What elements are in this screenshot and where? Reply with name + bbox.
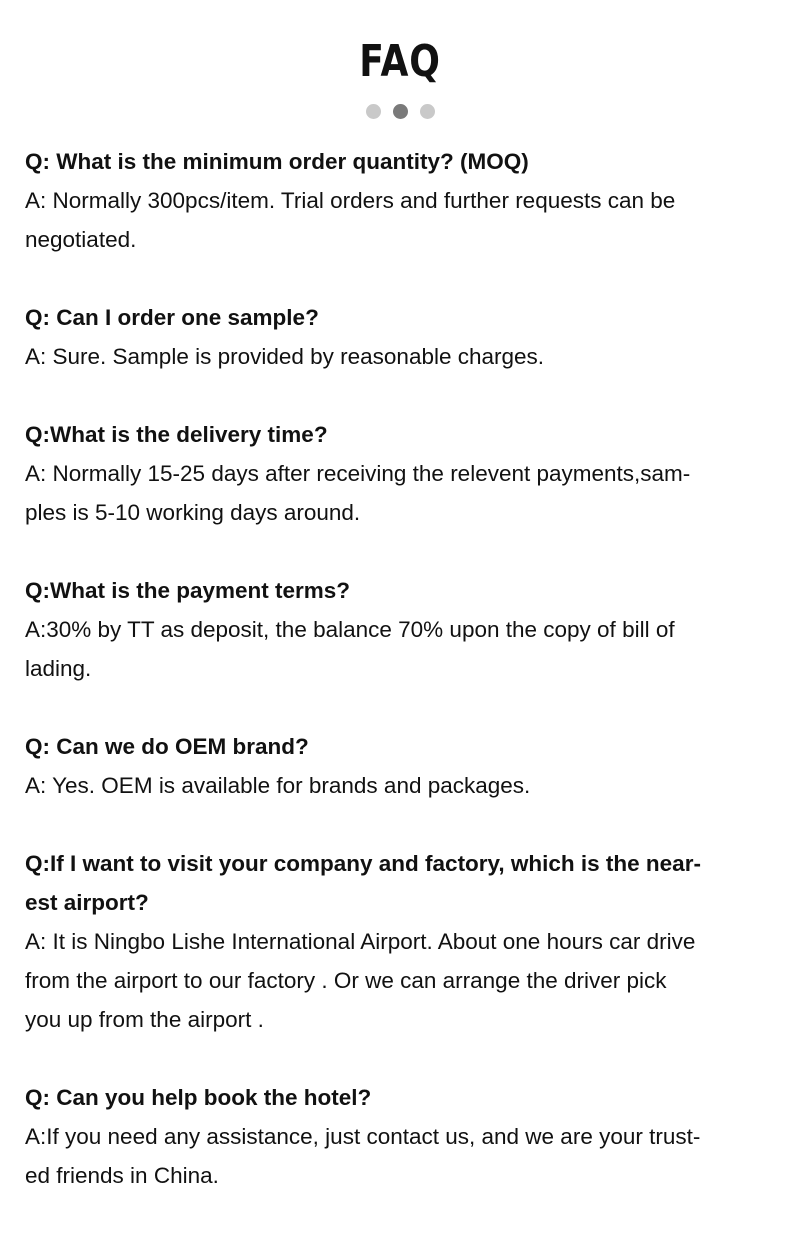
- faq-answer-line: A: Yes. OEM is available for brands and packages.: [25, 773, 531, 798]
- faq-answer-line: A: Sure. Sample is provided by reasonable charges.: [25, 344, 545, 369]
- faq-item-delivery: [25, 415, 785, 532]
- pagination-dot-icon: [420, 104, 435, 119]
- faq-answer-line: A: Normally 15-25 days after receiving the relevent payments,sam-: [25, 461, 691, 486]
- faq-answer-line: ples is 5-10 working days around.: [25, 500, 361, 525]
- faq-answer-line: negotiated.: [25, 227, 137, 252]
- faq-answer-line: from the airport to our factory . Or we can arrange the driver pick: [25, 968, 667, 993]
- faq-answer-line: A: Normally 300pcs/item. Trial orders and further requests can be: [25, 188, 676, 213]
- faq-item-sample: [25, 298, 785, 376]
- faq-answer-line: ed friends in China.: [25, 1163, 219, 1188]
- faq-item-airport: [25, 844, 785, 1039]
- faq-answer-line: A:If you need any assistance, just contact us, and we are your trust-: [25, 1124, 701, 1149]
- faq-question: Q:What is the payment terms?: [25, 578, 351, 603]
- pagination-dots: [0, 104, 800, 120]
- faq-question: Q: Can I order one sample?: [25, 305, 319, 330]
- pagination-dot-icon: [366, 104, 381, 119]
- faq-question: Q: What is the minimum order quantity? (MOQ): [25, 149, 529, 174]
- faq-answer-line: A: It is Ningbo Lishe International Airport. About one hours car drive: [25, 929, 696, 954]
- faq-item-hotel: [25, 1078, 785, 1195]
- pagination-dot-active-icon: [393, 104, 408, 119]
- faq-question: Q:What is the delivery time?: [25, 422, 328, 447]
- faq-question-line: Q:If I want to visit your company and factory, which is the near-: [25, 851, 701, 876]
- faq-header: [0, 0, 800, 130]
- faq-answer-line: you up from the airport .: [25, 1007, 264, 1032]
- faq-item-moq: [25, 142, 785, 259]
- faq-item-oem: [25, 727, 785, 805]
- faq-item-payment: [25, 571, 785, 688]
- faq-list: [25, 142, 785, 1234]
- faq-answer-line: lading.: [25, 656, 92, 681]
- faq-answer-line: A:30% by TT as deposit, the balance 70% upon the copy of bill of: [25, 617, 675, 642]
- faq-question: Q: Can we do OEM brand?: [25, 734, 309, 759]
- faq-question-line: est airport?: [25, 890, 149, 915]
- faq-question: Q: Can you help book the hotel?: [25, 1085, 372, 1110]
- page-title: FAQ: [359, 36, 441, 87]
